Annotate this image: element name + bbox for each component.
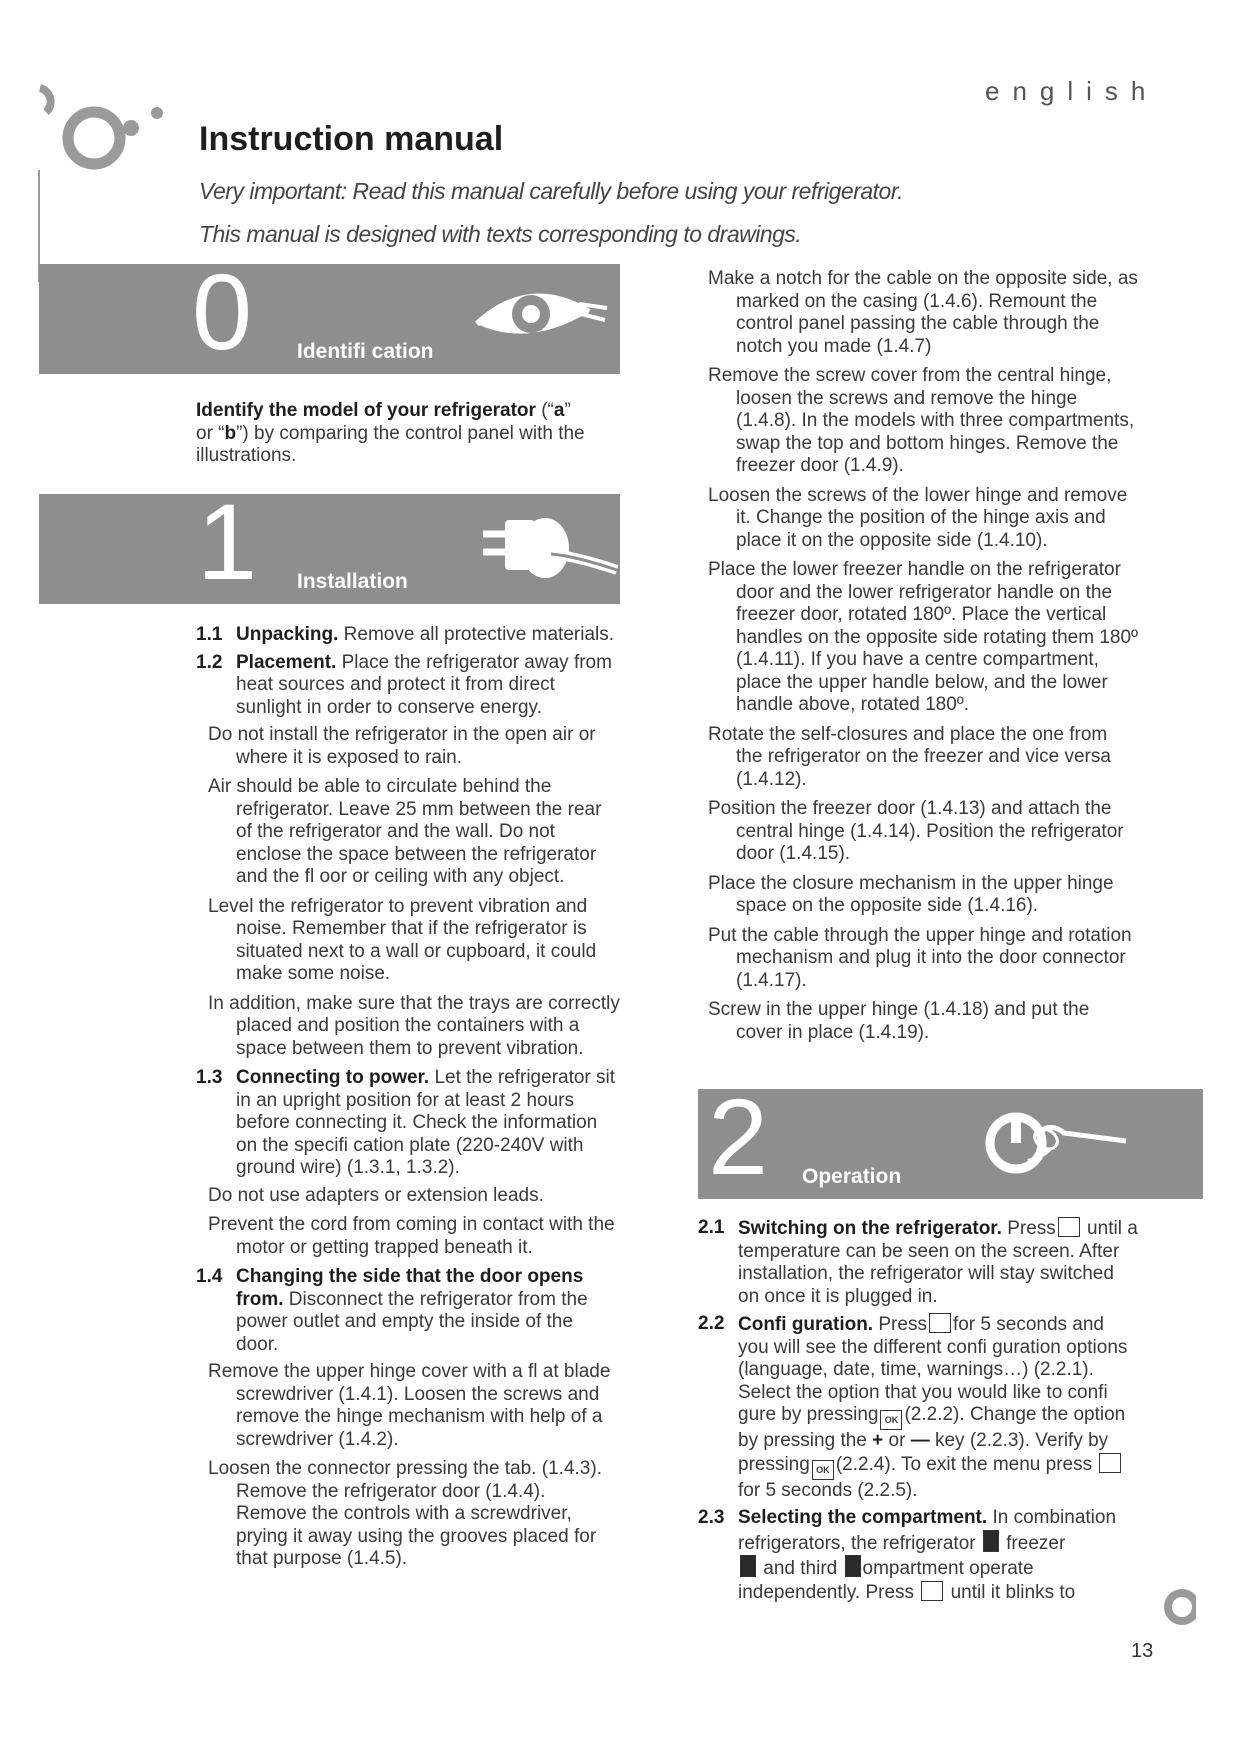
page-title: Instruction manual xyxy=(199,120,504,158)
item-1-2 xyxy=(196,652,620,720)
menu-key-icon xyxy=(1099,1453,1121,1473)
item-number: 1.2 xyxy=(196,651,223,673)
menu-key-icon xyxy=(921,1581,943,1601)
section-banner-operation xyxy=(698,1089,1203,1199)
item-heading: Unpacking. xyxy=(236,624,339,645)
item-text: Press xyxy=(873,1314,927,1335)
section-banner-identification xyxy=(39,264,620,374)
eye-icon xyxy=(469,278,609,350)
brand-logo xyxy=(34,80,174,190)
item-text: for 5 seconds and you will see the different confi guration options (language, date, time, warnings…) (2.2.1). Select the option that you would like to confi gure by pressing xyxy=(738,1314,1128,1425)
paragraph: Loosen the connector pressing the tab. (1.4.3). Remove the refrigerator door (1.4.4). Remove the controls with a screwdriver, prying it away using the grooves placed for that purpose (1.4.5). xyxy=(208,1458,602,1569)
item-heading: Switching on the refrigerator. xyxy=(738,1218,1002,1239)
item-number: 1.3 xyxy=(196,1067,223,1088)
item-1-4 xyxy=(196,1266,620,1356)
third-compartment-icon xyxy=(845,1555,861,1577)
minus-key-icon: — xyxy=(910,1430,930,1451)
section-number: 2 xyxy=(708,1089,769,1197)
section-number: 1 xyxy=(197,494,258,602)
item-text: and third xyxy=(758,1558,838,1579)
corner-circle-icon xyxy=(1160,1585,1196,1629)
operation-text xyxy=(698,1217,1138,1609)
section-label: Operation xyxy=(802,1165,902,1188)
item-heading: Connecting to power. xyxy=(236,1067,430,1088)
identify-text: ” xyxy=(564,400,571,421)
paragraph: Remove the screw cover from the central hinge, loosen the screws and remove the hinge (1.4.8). In the models with three compartments, swap the top and bottom hinges. Remove the freezer door (1.4.9). xyxy=(708,365,1135,476)
ok-key-icon: OK xyxy=(812,1460,834,1480)
item-number: 2.3 xyxy=(698,1507,725,1528)
paragraph: In addition, make sure that the trays are correctly placed and position the containers with a space between them to prevent vibration. xyxy=(208,992,620,1059)
section-banner-installation xyxy=(39,494,620,604)
item-1-1 xyxy=(196,624,620,647)
section-label: Identifi cation xyxy=(297,340,434,363)
item-2-3 xyxy=(698,1507,1138,1604)
subtitle-drawings: This manual is designed with texts corresponding to drawings. xyxy=(199,221,802,247)
paragraph: Level the refrigerator to prevent vibration and noise. Remember that if the refrigerator is situated next to a wall or cupboard, it could make some noise. xyxy=(208,895,597,984)
plug-icon xyxy=(479,508,619,592)
paragraph: Remove the upper hinge cover with a fl at blade screwdriver (1.4.1). Loosen the screws and remove the hinge mechanism with help of a screwdriver (1.4.2). xyxy=(208,1361,611,1450)
identify-text: or “ xyxy=(196,422,225,444)
plus-key-icon: + xyxy=(872,1430,884,1451)
item-text: (2.2.4). To exit the menu press xyxy=(835,1453,1093,1475)
paragraph: Air should be able to circulate behind the refrigerator. Leave 25 mm between the rear of the refrigerator and the wall. Do not enclose the space between the refrigerator and the fl oor or ceiling with any object. xyxy=(208,776,602,887)
paragraph: Loosen the screws of the lower hinge and remove it. Change the position of the hinge axis and place it on the opposite side (1.4.10). xyxy=(708,484,1128,551)
item-text: In combination refrigerators, the refrigerator xyxy=(738,1507,1117,1554)
paragraph: Screw in the upper hinge (1.4.18) and put the cover in place (1.4.19). xyxy=(708,999,1090,1043)
item-heading: Selecting the compartment. xyxy=(738,1507,988,1528)
identify-paragraph xyxy=(196,400,616,468)
freezer-compartment-icon xyxy=(740,1555,756,1577)
subtitle-important: Very important: Read this manual carefully before using your refrigerator. xyxy=(199,178,904,204)
item-text: ompartment operate independently. Press xyxy=(738,1558,1034,1603)
item-2-2 xyxy=(698,1313,1138,1502)
item-2-1 xyxy=(698,1217,1138,1308)
item-number: 1.4 xyxy=(196,1266,223,1287)
paragraph: Rotate the self-closures and place the one from the refrigerator on the freezer and vice versa (1.4.12). xyxy=(708,723,1111,790)
paragraph: Position the freezer door (1.4.13) and attach the central hinge (1.4.14). Position the refrigerator door (1.4.15). xyxy=(708,798,1124,864)
paragraph: Put the cable through the upper hinge and rotation mechanism and plug it into the door connector (1.4.17). xyxy=(708,924,1132,991)
paragraph: Place the lower freezer handle on the refrigerator door and the lower refrigerator handle on the freezer door, rotated 180º. Place the vertical handles on the opposite side rotating them 180º (1.4.11). If you have a centre compartment, place the upper handle below, and the lower handle above, rotated 180º. xyxy=(708,559,1138,715)
item-text: Disconnect the refrigerator from the power outlet and empty the inside of the door. xyxy=(236,1288,588,1355)
item-text: key (2.2.3). Verify by pressing xyxy=(738,1430,1109,1475)
item-text: until it blinks to xyxy=(945,1581,1076,1603)
menu-key-icon xyxy=(929,1313,951,1333)
paragraph: Do not install the refrigerator in the open air or where it is exposed to rain. xyxy=(208,724,596,768)
item-text: or xyxy=(883,1430,911,1451)
section-label: Installation xyxy=(297,570,408,593)
item-heading: Changing the side that the door opens from. xyxy=(236,1266,584,1310)
menu-key-icon xyxy=(1058,1217,1080,1237)
paragraph: Prevent the cord from coming in contact with the motor or getting trapped beneath it. xyxy=(208,1214,615,1258)
paragraph: Make a notch for the cable on the opposite side, as marked on the casing (1.4.6). Remount the control panel passing the cable through the notch you made (1.4.7) xyxy=(708,268,1138,357)
identify-bold: Identify the model of your refrigerator xyxy=(196,400,536,421)
door-change-steps xyxy=(708,268,1138,1051)
section-number: 0 xyxy=(192,264,253,372)
page-number: 13 xyxy=(1131,1640,1154,1662)
model-a: a xyxy=(553,400,565,421)
paragraph: Place the closure mechanism in the upper hinge space on the opposite side (1.4.16). xyxy=(708,872,1114,916)
installation-text xyxy=(196,624,620,1578)
item-text: Press xyxy=(1001,1218,1056,1239)
item-number: 2.2 xyxy=(698,1313,725,1334)
item-text: freezer xyxy=(1000,1532,1066,1554)
item-1-3 xyxy=(196,1067,620,1180)
item-heading: Confi guration. xyxy=(738,1314,874,1335)
item-heading: Placement. xyxy=(236,651,337,673)
model-b: b xyxy=(224,422,237,444)
item-number: 1.1 xyxy=(196,624,223,645)
power-button-icon xyxy=(978,1103,1128,1183)
item-text: (2.2.2). Change the option by pressing the xyxy=(738,1404,1126,1451)
language-label: english xyxy=(985,76,1159,106)
paragraph: Do not use adapters or extension leads. xyxy=(208,1184,544,1206)
ok-key-icon: OK xyxy=(880,1410,902,1430)
item-text: until a temperature can be seen on the screen. After installation, the refrigerator will stay switched on once it is plugged in. xyxy=(738,1218,1138,1307)
item-number: 2.1 xyxy=(698,1217,725,1238)
item-text: Remove all protective materials. xyxy=(338,624,615,645)
item-text: for 5 seconds (2.2.5). xyxy=(738,1479,918,1501)
item-text: Let the refrigerator sit in an upright position for at least 2 hours before connecting it. Check the information on the specifi cation plate (220-240V with ground wire) (1.3.1, 1.3.2). xyxy=(236,1067,616,1178)
item-text: Place the refrigerator away from heat sources and protect it from direct sunlight in order to conserve energy. xyxy=(236,651,612,718)
refrigerator-compartment-icon xyxy=(983,1530,999,1552)
identify-text: ”) by comparing the control panel with the illustrations. xyxy=(196,422,585,466)
identify-text: (“ xyxy=(535,400,554,421)
